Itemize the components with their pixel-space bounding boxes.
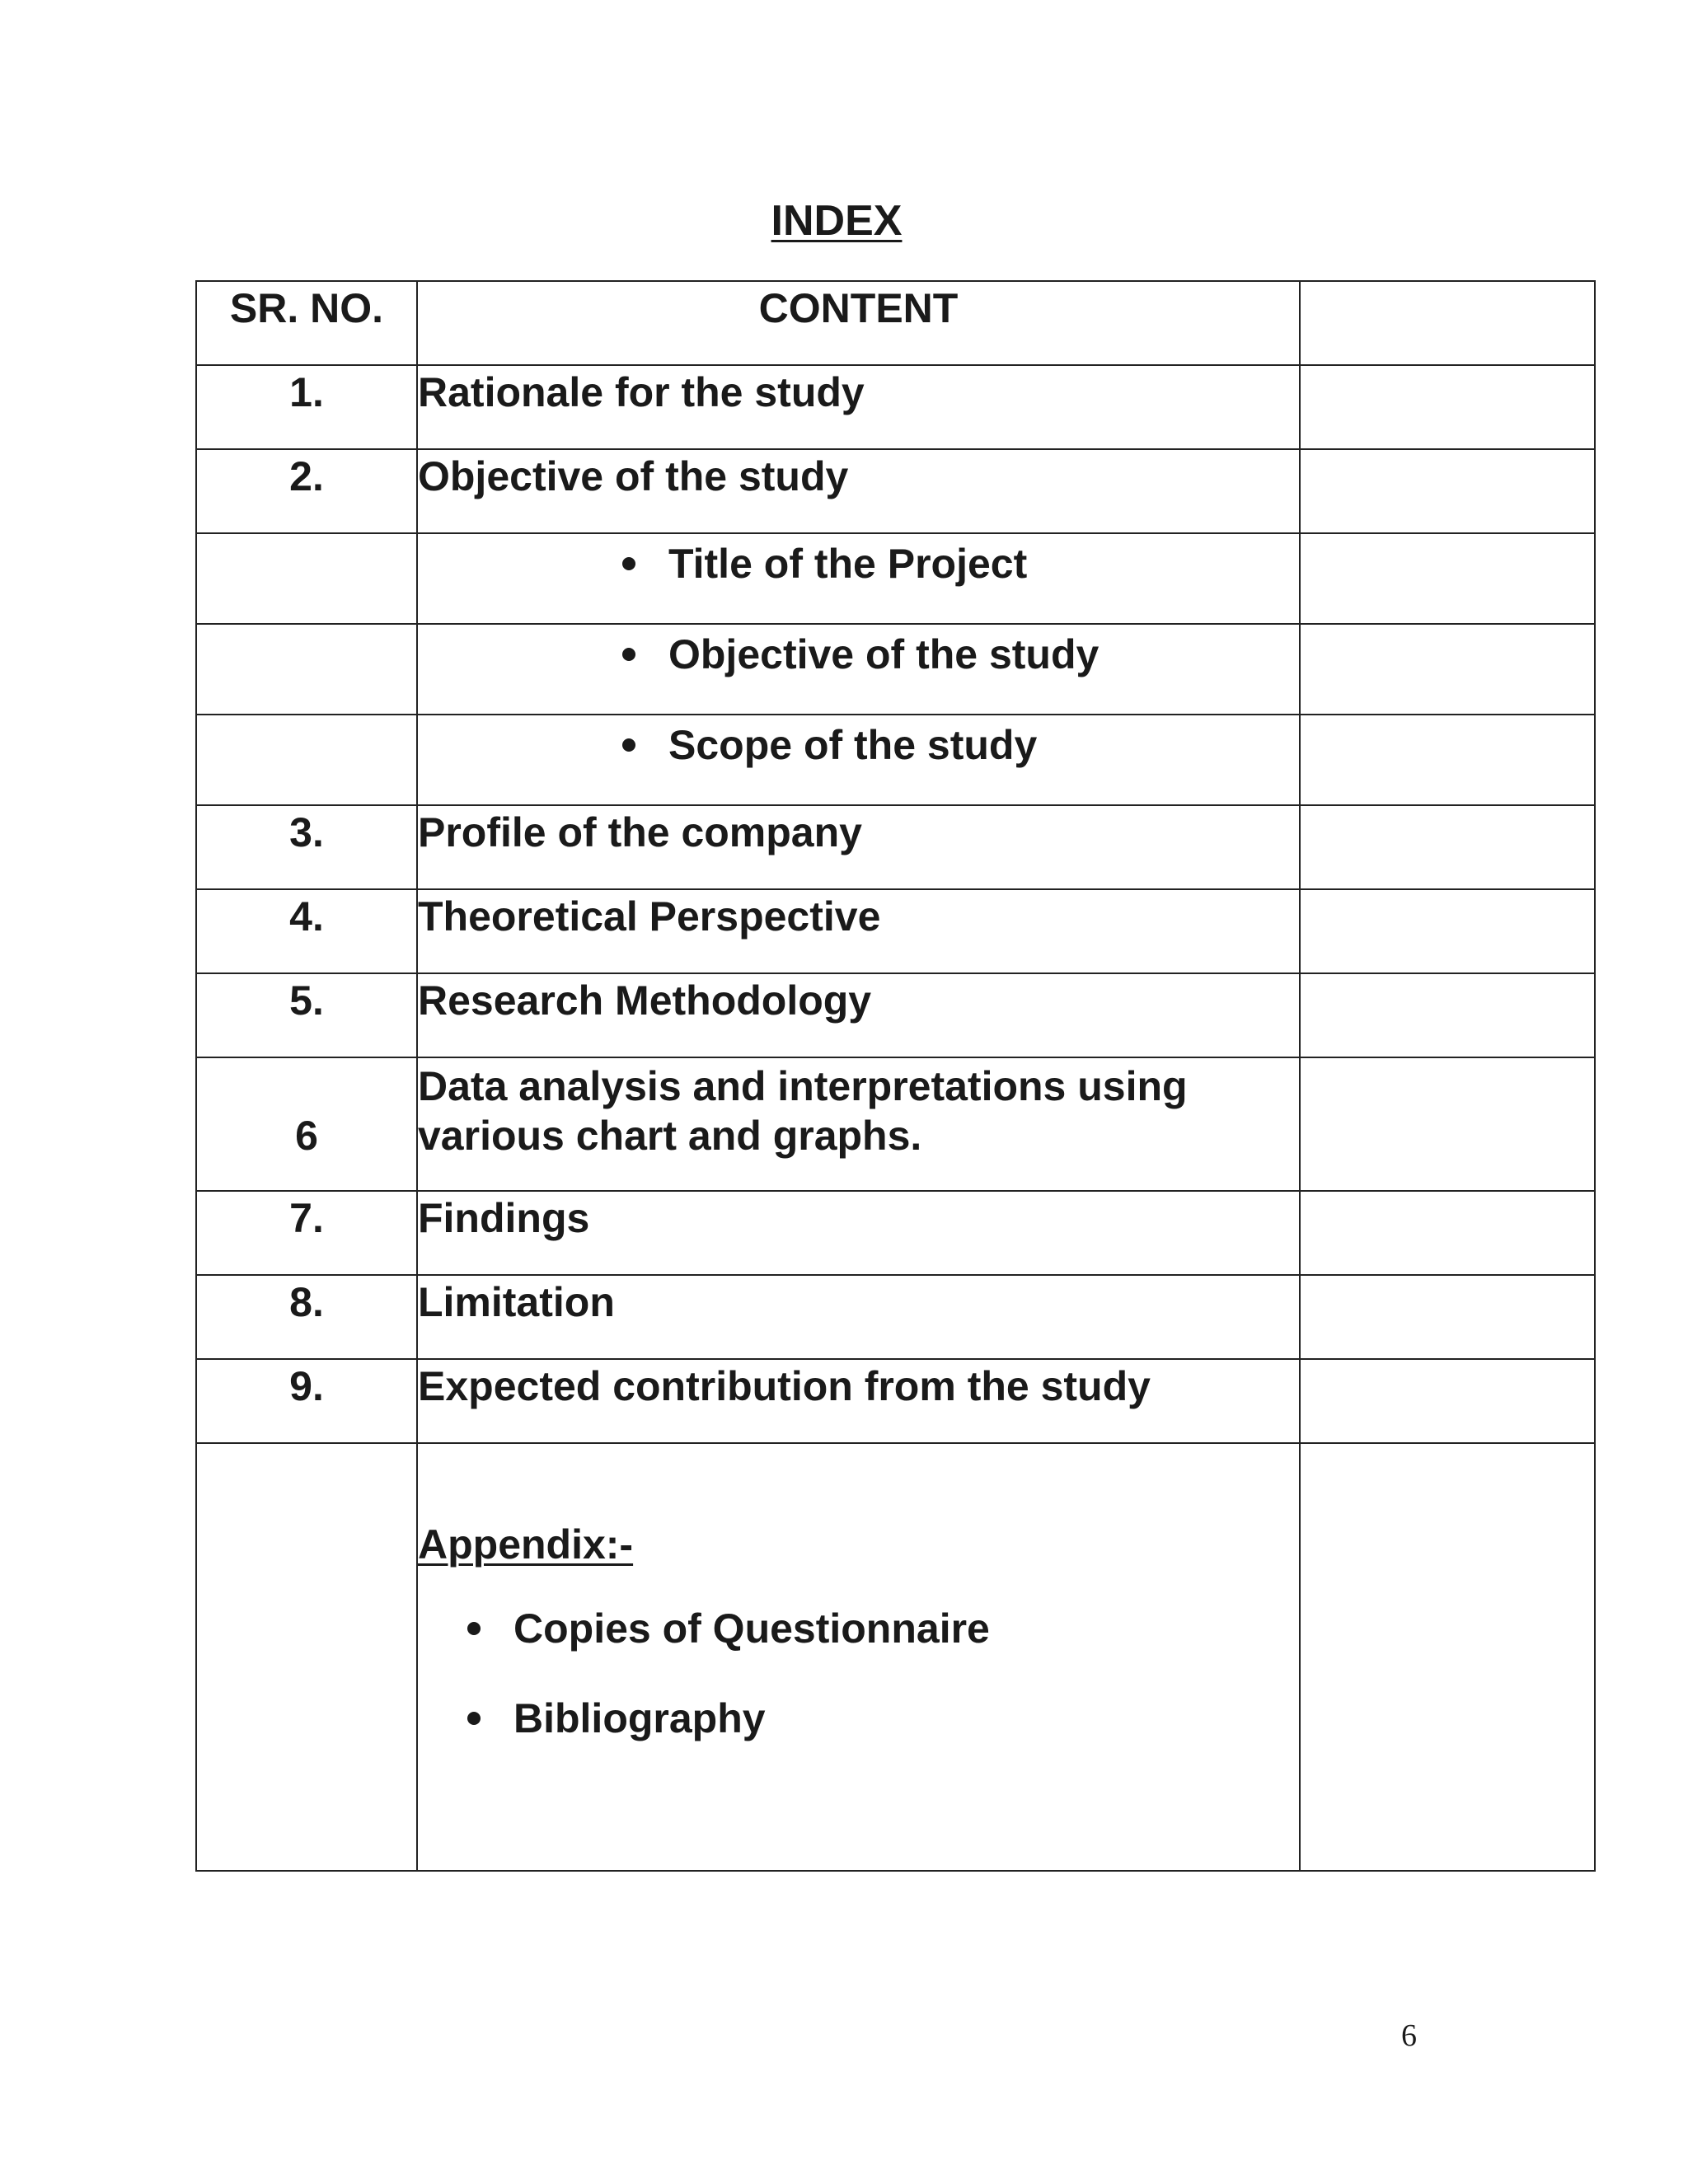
content-cell: Research Methodology xyxy=(417,973,1300,1057)
page-cell xyxy=(1300,1443,1595,1871)
bullet-icon xyxy=(622,557,635,570)
sr-number: 2. xyxy=(196,449,417,533)
table-row xyxy=(196,805,1595,889)
content-cell: Rationale for the study xyxy=(417,365,1300,449)
content-cell: Findings xyxy=(417,1191,1300,1275)
page-cell xyxy=(1300,889,1595,973)
bullet-icon xyxy=(467,1712,481,1725)
sub-item xyxy=(418,625,1299,681)
table-row xyxy=(196,1191,1595,1275)
appendix-item xyxy=(418,1692,1299,1745)
appendix-item-label: Bibliography xyxy=(513,1695,766,1741)
sub-item xyxy=(418,534,1299,590)
sr-number xyxy=(196,715,417,805)
table-row xyxy=(196,1359,1595,1443)
table-row xyxy=(196,1275,1595,1359)
sr-number: 6 xyxy=(196,1057,417,1191)
bullet-icon xyxy=(622,738,635,752)
appendix-item-label: Copies of Questionnaire xyxy=(513,1605,990,1652)
page-cell xyxy=(1300,1275,1595,1359)
header-sr-no: SR. NO. xyxy=(196,281,417,365)
content-cell xyxy=(417,715,1300,805)
page-cell xyxy=(1300,533,1595,624)
content-cell: Objective of the study xyxy=(417,449,1300,533)
sub-item-label: Objective of the study xyxy=(668,631,1100,677)
appendix-title: Appendix:- xyxy=(418,1521,634,1568)
index-table xyxy=(195,280,1596,1872)
appendix-item xyxy=(418,1602,1299,1655)
sr-number xyxy=(196,533,417,624)
page-cell xyxy=(1300,805,1595,889)
content-cell xyxy=(417,624,1300,715)
table-row xyxy=(196,449,1595,533)
content-cell xyxy=(417,1057,1300,1191)
content-cell: Limitation xyxy=(417,1275,1300,1359)
table-row xyxy=(196,715,1595,805)
page-cell xyxy=(1300,624,1595,715)
page-cell xyxy=(1300,365,1595,449)
page-cell xyxy=(1300,973,1595,1057)
page-cell xyxy=(1300,1057,1595,1191)
sub-item-label: Scope of the study xyxy=(668,722,1038,768)
table-row xyxy=(196,533,1595,624)
content-cell: Profile of the company xyxy=(417,805,1300,889)
appendix-cell xyxy=(417,1443,1300,1871)
content-cell xyxy=(417,533,1300,624)
bullet-icon xyxy=(622,648,635,661)
sr-number: 4. xyxy=(196,889,417,973)
page-cell xyxy=(1300,1359,1595,1443)
sr-number: 9. xyxy=(196,1359,417,1443)
sr-number: 7. xyxy=(196,1191,417,1275)
table-row xyxy=(196,889,1595,973)
content-cell: Expected contribution from the study xyxy=(417,1359,1300,1443)
page-cell xyxy=(1300,449,1595,533)
table-row xyxy=(196,365,1595,449)
sub-item-label: Title of the Project xyxy=(668,541,1028,587)
page-cell xyxy=(1300,715,1595,805)
sr-number: 5. xyxy=(196,973,417,1057)
table-row xyxy=(196,1057,1595,1191)
content-cell: Theoretical Perspective xyxy=(417,889,1300,973)
table-row xyxy=(196,973,1595,1057)
page-number: 6 xyxy=(1401,2018,1417,2053)
sr-number: 3. xyxy=(196,805,417,889)
table-header-row xyxy=(196,281,1595,365)
sub-item xyxy=(418,715,1299,771)
content-line: Data analysis and interpretations using xyxy=(418,1063,1188,1109)
sr-number xyxy=(196,1443,417,1871)
bullet-icon xyxy=(467,1622,481,1635)
page-title: INDEX xyxy=(771,197,903,245)
header-page xyxy=(1300,281,1595,365)
sr-number: 8. xyxy=(196,1275,417,1359)
page-cell xyxy=(1300,1191,1595,1275)
content-line: various chart and graphs. xyxy=(418,1113,922,1159)
header-content: CONTENT xyxy=(417,281,1300,365)
sr-number: 1. xyxy=(196,365,417,449)
sr-number xyxy=(196,624,417,715)
table-row xyxy=(196,624,1595,715)
appendix-row xyxy=(196,1443,1595,1871)
